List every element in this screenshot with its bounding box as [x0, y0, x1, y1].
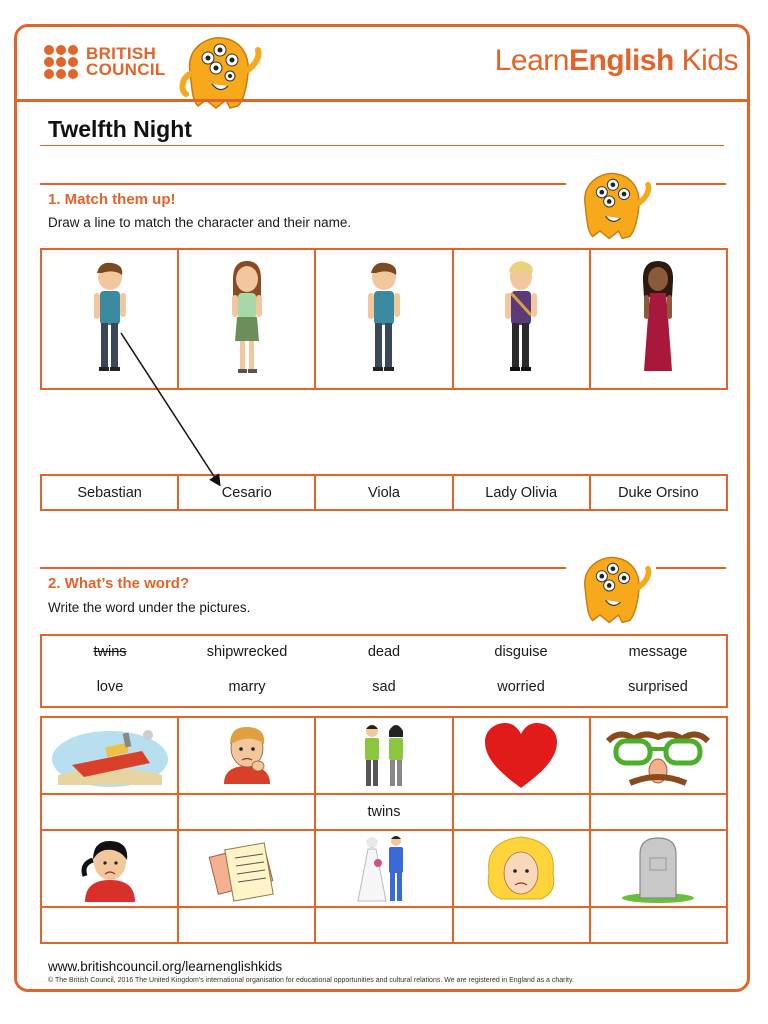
section2-rule-left [40, 567, 566, 569]
surprised-woman-image [453, 830, 590, 907]
name-cell: Lady Olivia [453, 475, 590, 510]
word-bank-item: love [96, 679, 124, 695]
lek-logo-part2: English [568, 44, 674, 77]
word-bank-item: twins [93, 644, 127, 660]
answer-cell[interactable] [453, 794, 590, 830]
wedding-couple-image [315, 830, 452, 907]
answer-cell[interactable] [453, 907, 590, 943]
name-cell: Viola [315, 475, 452, 510]
section2-rule-right [656, 567, 726, 569]
word-bank [40, 634, 728, 708]
bc-logo-line1: BRITISH [86, 44, 157, 63]
bc-logo-line2: COUNCIL [86, 60, 166, 79]
footer-url[interactable]: www.britishcouncil.org/learnenglishkids [48, 959, 283, 974]
lek-logo-part1: Learn [494, 44, 569, 77]
word-bank-item: surprised [628, 679, 688, 695]
word-bank-item: marry [228, 679, 266, 695]
word-bank-item: dead [367, 644, 401, 660]
section1-instruction: Draw a line to match the character and their name. [48, 215, 352, 230]
answer-cell[interactable] [315, 907, 452, 943]
word-bank-item: disguise [494, 644, 548, 660]
answer-cell[interactable] [178, 907, 315, 943]
answer-cell[interactable] [41, 794, 178, 830]
answer-cell[interactable] [178, 794, 315, 830]
lek-logo-part3: Kids [673, 44, 738, 77]
section2-instruction: Write the word under the pictures. [48, 600, 251, 615]
word-bank-item: sad [372, 679, 396, 695]
name-cell: Sebastian [41, 475, 178, 510]
name-cell: Duke Orsino [590, 475, 727, 510]
disguise-glasses-image [590, 717, 727, 794]
picture-word-grid [40, 716, 728, 944]
name-cell: Cesario [178, 475, 315, 510]
answer-cell[interactable] [590, 794, 727, 830]
heart-image [453, 717, 590, 794]
message-letter-image [178, 830, 315, 907]
gravestone-image [590, 830, 727, 907]
sad-girl-image [41, 830, 178, 907]
word-bank-item: message [628, 644, 688, 660]
worried-boy-image [178, 717, 315, 794]
shipwreck-image [41, 717, 178, 794]
page-title: Twelfth Night [48, 116, 192, 142]
answer-cell[interactable] [590, 907, 727, 943]
footer-copyright: © The British Council, 2016 The United Kingdom’s international organisation for educational opportunities and cultural relations. We are registered in England as a charity. [48, 977, 574, 984]
answer-cell[interactable]: twins [315, 794, 452, 830]
section2-title: 2. What’s the word? [48, 575, 190, 592]
monster-mascot-icon [572, 554, 652, 628]
word-bank-item: worried [497, 679, 545, 695]
word-bank-item: shipwrecked [206, 644, 288, 660]
twins-image [315, 717, 452, 794]
section1-title: 1. Match them up! [48, 191, 176, 208]
answer-cell[interactable] [41, 907, 178, 943]
